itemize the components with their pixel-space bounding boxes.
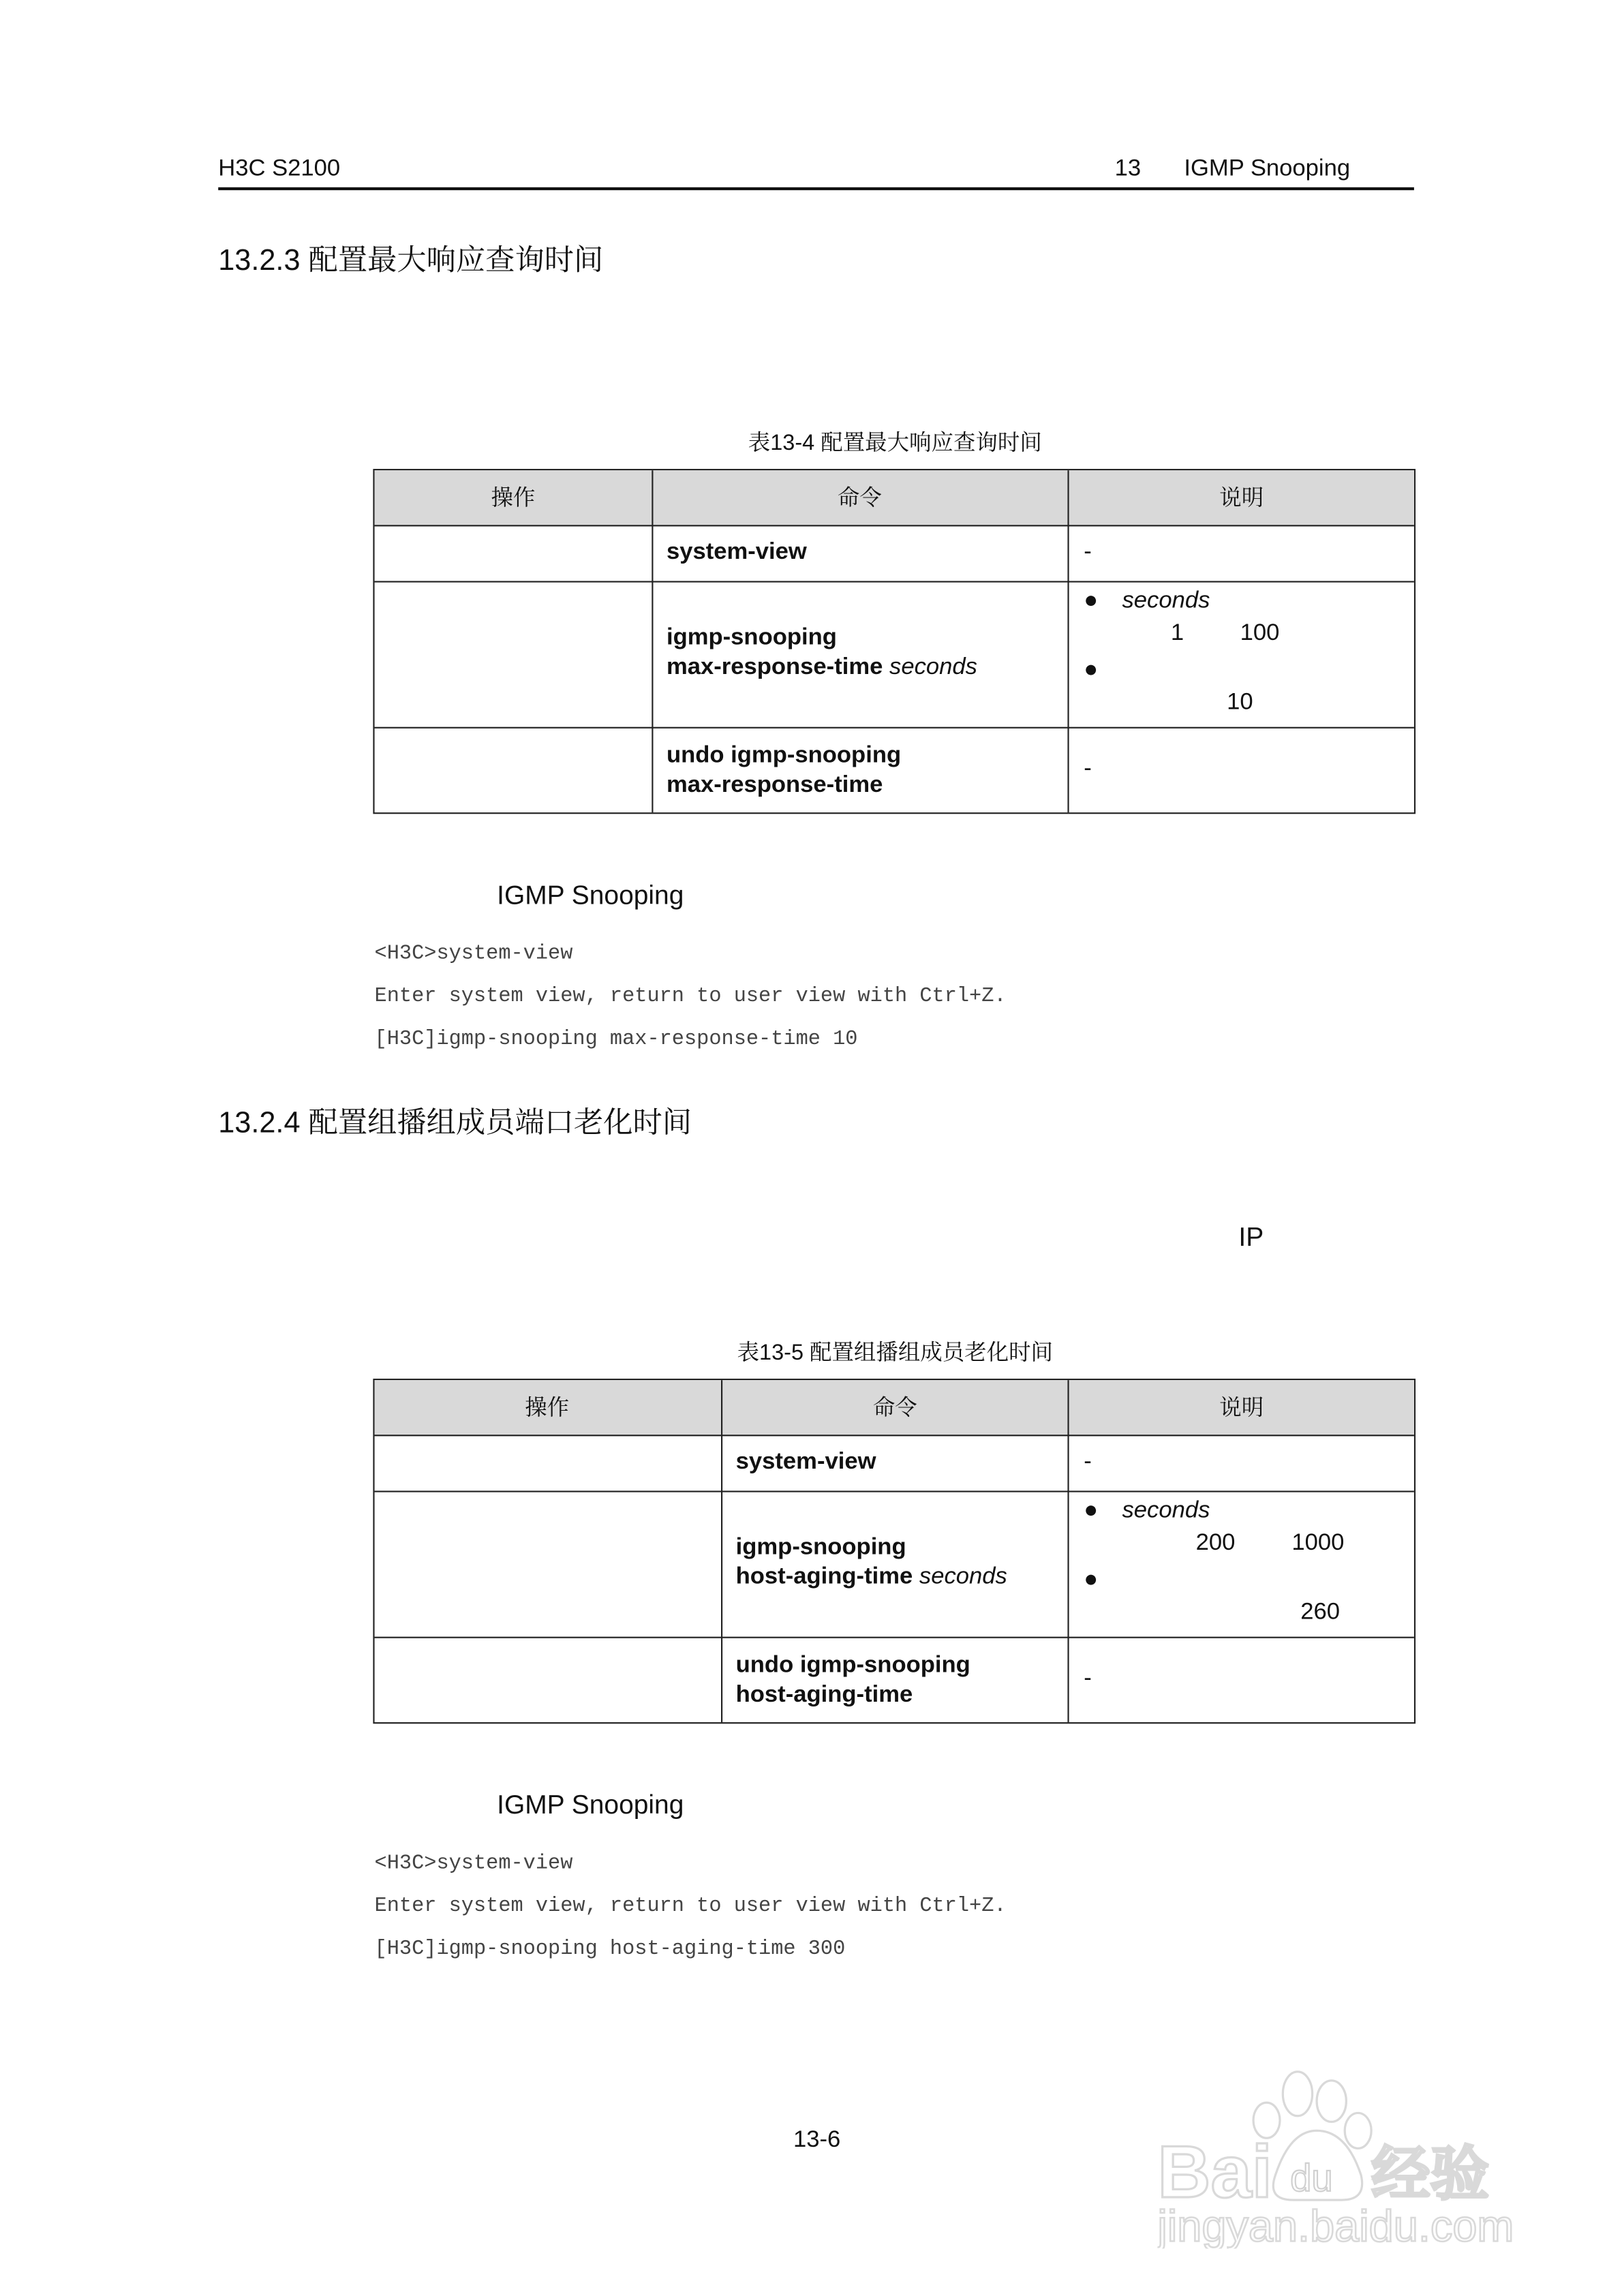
svg-text:du: du [1290,2156,1333,2200]
code-line: <H3C>system-view [374,942,573,966]
config-table-1 [373,469,1416,814]
bullet-icon: ● [1084,1498,1099,1523]
description-cell: - [1084,1666,1092,1692]
column-header: 操作 [525,1395,570,1421]
description-default: 10 [1227,690,1253,716]
section-heading: 13.2.4 配置组播组成员端口老化时间 [218,1107,692,1140]
code-line: <H3C>system-view [374,1852,573,1876]
description-min: 200 [1195,1530,1236,1556]
code-line: [H3C]igmp-snooping host-aging-time 300 [374,1937,846,1961]
command-cell: system-view [735,1449,876,1475]
bullet-icon: ● [1084,657,1099,683]
column-header: 操作 [491,485,536,511]
command-cell: max-response-time [666,772,883,798]
command-cell: undo igmp-snooping [666,743,902,769]
command-cell: undo igmp-snooping [735,1653,970,1679]
command-cell: igmp-snooping [666,625,837,651]
description-max: 1000 [1291,1530,1345,1556]
description-min: 1 [1170,620,1184,646]
column-header: 说明 [1219,485,1264,511]
table-caption: 表13-4 配置最大响应查询时间 [748,430,1042,456]
code-line: Enter system view, return to user view with Ctrl+Z. [374,1895,1007,1918]
description-max: 100 [1240,620,1280,646]
column-header: 命令 [837,485,882,511]
column-header: 说明 [1219,1395,1264,1421]
description-param: seconds [1122,1498,1210,1523]
description-param: seconds [1122,588,1210,614]
body-text: IP [1238,1222,1264,1252]
header-chapter-title: IGMP Snooping [1184,156,1351,182]
description-cell: - [1084,539,1092,565]
baidu-jingyan-watermark-logo [1157,2064,1541,2248]
code-line: [H3C]igmp-snooping max-response-time 10 [374,1028,858,1052]
description-cell: - [1084,756,1092,782]
header-product: H3C S2100 [218,156,341,182]
column-header: 命令 [872,1395,917,1421]
svg-text:jingyan.baidu.com: jingyan.baidu.com [1157,2201,1514,2249]
table-caption: 表13-5 配置组播组成员老化时间 [737,1340,1054,1366]
command-cell: max-response-time seconds [666,654,977,680]
command-cell: host-aging-time [735,1682,913,1708]
header-chapter-number: 13 [1114,156,1142,182]
bullet-icon: ● [1084,588,1099,614]
bullet-icon: ● [1084,1567,1099,1593]
description-cell: - [1084,1449,1092,1475]
config-table-2 [373,1379,1416,1724]
example-title: IGMP Snooping [497,1790,684,1820]
command-cell: host-aging-time seconds [735,1564,1007,1590]
header-rule [218,187,1414,190]
section-heading: 13.2.3 配置最大响应查询时间 [218,245,604,277]
page-number: 13-6 [793,2128,841,2153]
command-cell: igmp-snooping [735,1535,906,1561]
example-title: IGMP Snooping [497,880,684,910]
description-default: 260 [1300,1599,1341,1625]
command-cell: system-view [666,539,807,565]
code-line: Enter system view, return to user view with Ctrl+Z. [374,985,1007,1009]
svg-text:经验: 经验 [1371,2140,1490,2209]
svg-text:Bai: Bai [1157,2130,1272,2213]
